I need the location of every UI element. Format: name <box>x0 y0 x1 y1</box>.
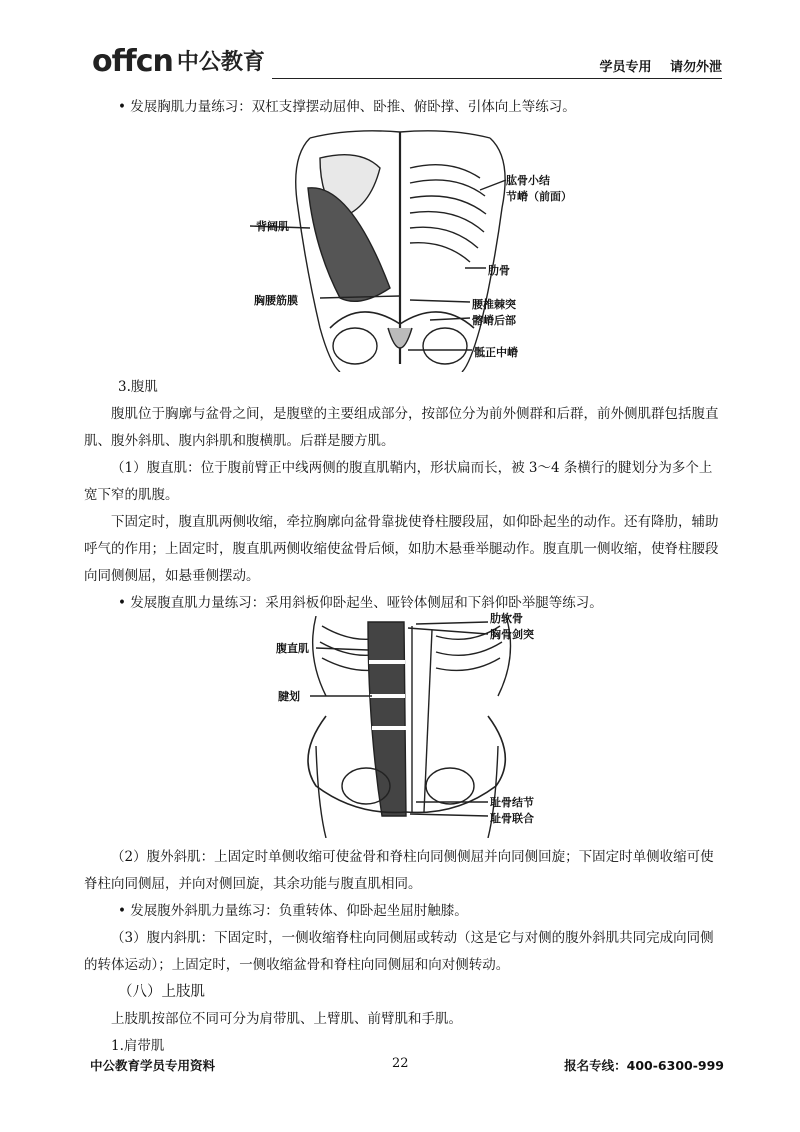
external-oblique-exercise: • 发展腹外斜肌力量练习：负重转体、仰卧起坐屈肘触膝。 <box>118 903 468 919</box>
logo-wordmark: offcn <box>92 44 173 79</box>
abdominal-intro: 腹肌位于胸廓与盆骨之间，是腹壁的主要组成部分，按部位分为前外侧群和后群，前外侧肌群包括腹直肌、腹外斜肌、腹内斜肌和腹横肌。后群是腰方肌。 <box>84 406 719 449</box>
rectus-function: 下固定时，腹直肌两侧收缩，牵拉胸廓向盆骨靠拢使脊柱腰段屈，如仰卧起坐的动作。还有降肋，辅助呼气的作用；上固定时，腹直肌两侧收缩使盆骨后倾，如肋木悬垂举腿动作。腹直肌一侧收缩，使脊柱腰段向同侧侧屈，如悬垂侧摆动。 <box>84 514 719 584</box>
back-muscle-figure <box>250 128 572 372</box>
section-abdominal <box>84 374 724 617</box>
shoulder-girdle-title: 1.肩带肌 <box>111 1038 165 1054</box>
chest-exercise-block <box>84 94 724 121</box>
page-header <box>92 38 722 80</box>
label-pubic-tubercle: 耻骨结节 <box>490 796 534 809</box>
section-title: 3.腹肌 <box>118 379 158 395</box>
label-rectus: 腹直肌 <box>276 642 309 655</box>
label-sacral: 骶正中嵴 <box>474 346 518 359</box>
upper-limb-intro: 上肢肌按部位不同可分为肩带肌、上臂肌、前臂肌和手肌。 <box>111 1011 462 1027</box>
page-number: 22 <box>392 1056 409 1071</box>
logo-chinese: 中公教育 <box>176 50 265 75</box>
upper-limb-heading: （八）上肢肌 <box>118 984 205 1000</box>
label-rib: 肋骨 <box>488 264 510 277</box>
label-fascia: 胸腰筋膜 <box>254 294 298 307</box>
header-note-1: 学员专用 <box>599 60 652 75</box>
footer-left: 中公教育学员专用资料 <box>90 1058 216 1073</box>
external-oblique-description: （2）腹外斜肌：上固定时单侧收缩可使盆骨和脊柱向同侧侧屈并向同侧回旋；下固定时单侧收缩可使脊柱向同侧屈，并向对侧回旋，其余功能与腹直肌相同。 <box>84 849 714 892</box>
rectus-figure <box>256 612 556 838</box>
offcn-logo <box>92 38 265 78</box>
rectus-exercise-bullet: • 发展腹直肌力量练习：采用斜板仰卧起坐、哑铃体侧屈和下斜仰卧举腿等练习。 <box>118 595 603 611</box>
back-muscle-illustration <box>250 128 560 372</box>
label-spinous: 腰椎棘突 <box>472 298 516 311</box>
chest-exercise-bullet: • 发展胸肌力量练习：双杠支撑摆动屈伸、卧推、俯卧撑、引体向上等练习。 <box>118 99 576 115</box>
label-humerus-tubercle: 肱骨小结 <box>506 174 550 187</box>
header-notice <box>585 56 722 75</box>
label-tendinous: 腱划 <box>278 690 300 703</box>
label-crest: 节嵴（前面） <box>506 190 572 203</box>
internal-oblique-description: （3）腹内斜肌：下固定时，一侧收缩脊柱向同侧屈或转动（这是它与对侧的腹外斜肌共同完成向同侧的转体运动）；上固定时，一侧收缩盆骨和脊柱向同侧屈和向对侧转动。 <box>84 930 714 973</box>
header-note-2: 请勿外泄 <box>669 60 722 75</box>
page-footer <box>84 1056 724 1076</box>
label-pubic-symphysis: 耻骨联合 <box>490 812 534 825</box>
rectus-description: （1）腹直肌：位于腹前臂正中线两侧的腹直肌鞘内，形状扁而长，被 3～4 条横行的腱划分为多个上宽下窄的肌腹。 <box>84 460 713 503</box>
header-rule <box>272 78 722 79</box>
label-latissimus: 背阔肌 <box>256 220 289 233</box>
label-costal-cartilage: 肋软骨 <box>490 612 523 625</box>
footer-hotline: 报名专线：400-6300-999 <box>564 1058 724 1073</box>
label-xiphoid: 胸骨剑突 <box>490 628 534 641</box>
label-iliac: 髂嵴后部 <box>472 314 516 327</box>
section-abdominal-cont <box>84 844 724 1060</box>
